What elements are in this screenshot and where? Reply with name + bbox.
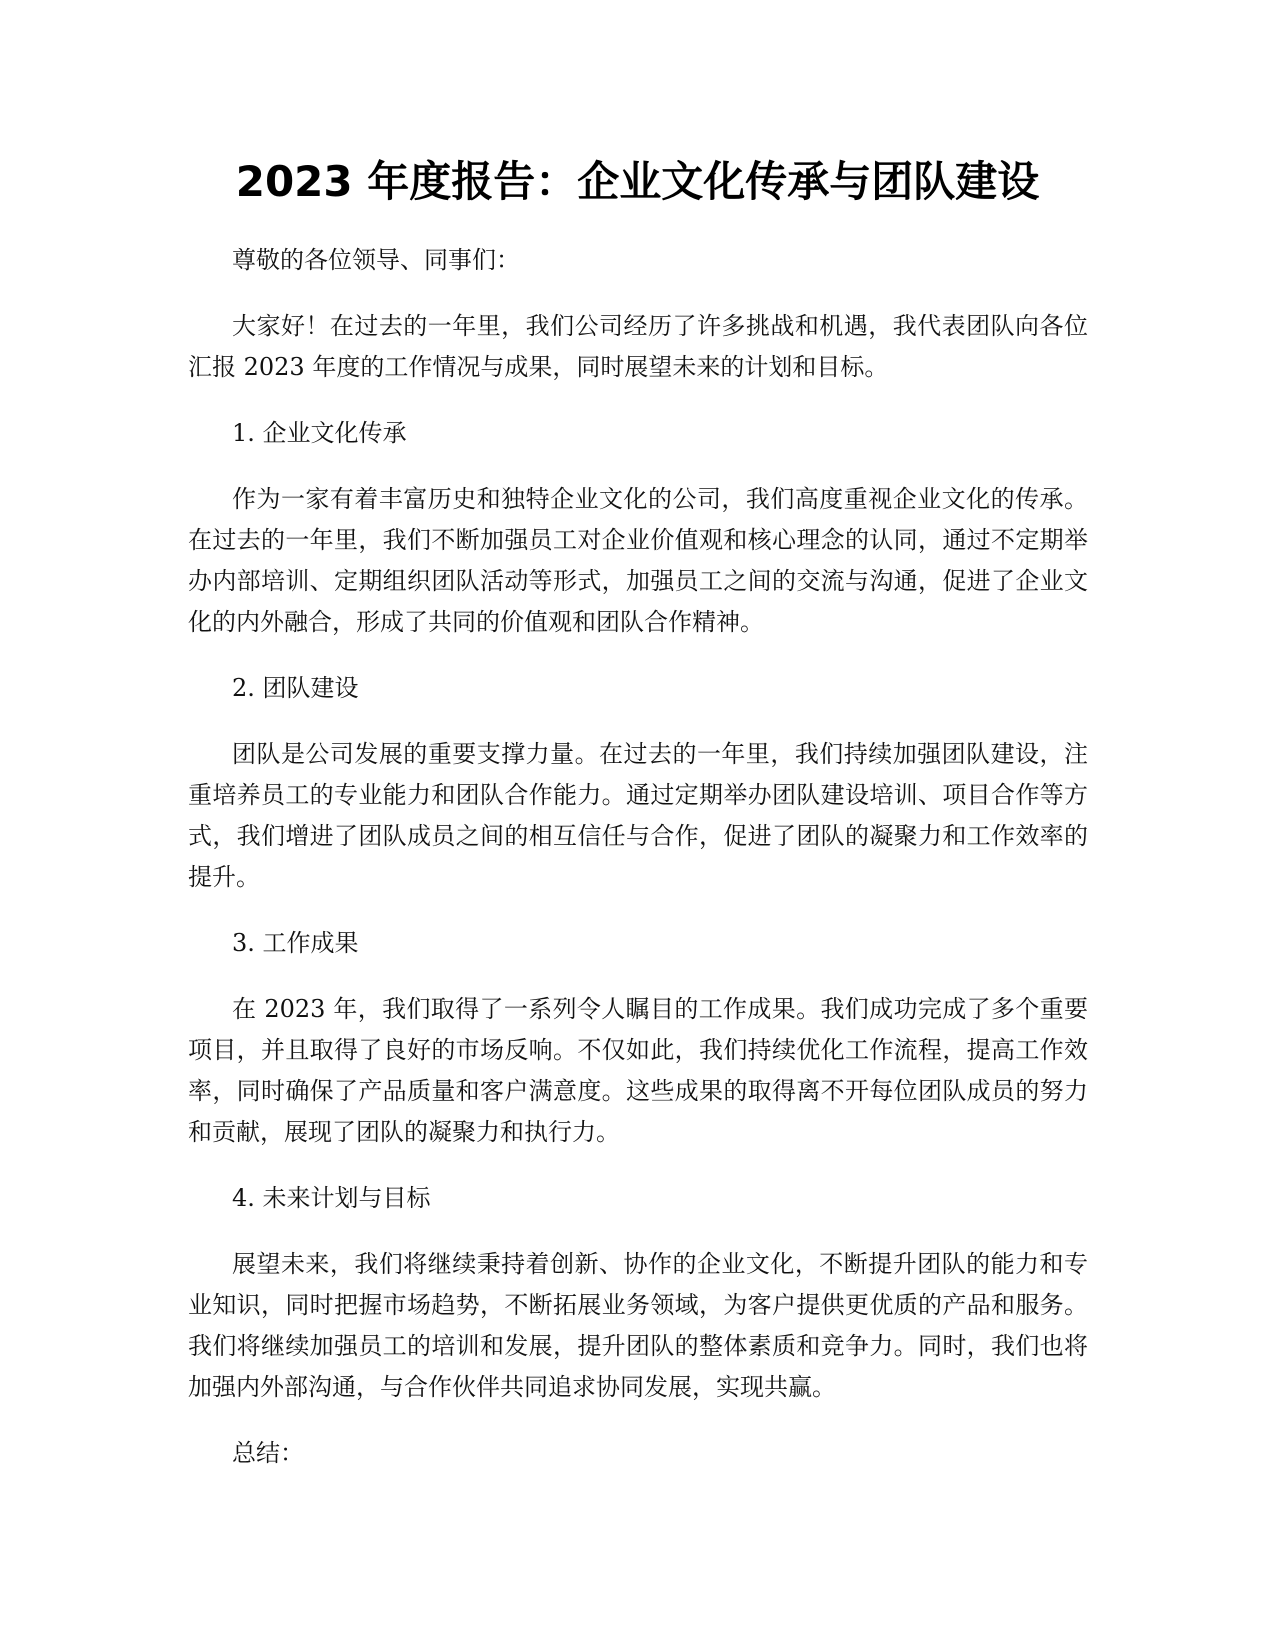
section-body-future: 展望未来，我们将继续秉持着创新、协作的企业文化，不断提升团队的能力和专业知识，同时把握市场趋势，不断拓展业务领域，为客户提供更优质的产品和服务。我们将继续加强员工的培训和发展，提升团队的整体素质和竞争力。同时，我们也将加强内外部沟通，与合作伙伴共同追求协同发展，实现共赢。: [188, 1250, 1088, 1401]
section-heading-results: 3. 工作成果: [232, 929, 359, 957]
summary-label: 总结：: [232, 1439, 304, 1467]
section-heading-future: 4. 未来计划与目标: [232, 1184, 431, 1212]
section-body-culture: 作为一家有着丰富历史和独特企业文化的公司，我们高度重视企业文化的传承。在过去的一年里，我们不断加强员工对企业价值观和核心理念的认同，通过不定期举办内部培训、定期组织团队活动等形式，加强员工之间的交流与沟通，促进了企业文化的内外融合，形成了共同的价值观和团队合作精神。: [188, 485, 1088, 636]
greeting: 尊敬的各位领导、同事们：: [232, 246, 520, 274]
document-title: 2023 年度报告：企业文化传承与团队建设: [235, 157, 1040, 206]
section-body-team: 团队是公司发展的重要支撑力量。在过去的一年里，我们持续加强团队建设，注重培养员工的专业能力和团队合作能力。通过定期举办团队建设培训、项目合作等方式，我们增进了团队成员之间的相互信任与合作，促进了团队的凝聚力和工作效率的提升。: [188, 740, 1088, 891]
section-heading-culture: 1. 企业文化传承: [232, 419, 407, 447]
document-body: [188, 240, 1088, 1499]
section-body-results: 在 2023 年，我们取得了一系列令人瞩目的工作成果。我们成功完成了多个重要项目，并且取得了良好的市场反响。不仅如此，我们持续优化工作流程，提高工作效率，同时确保了产品质量和客户满意度。这些成果的取得离不开每位团队成员的努力和贡献，展现了团队的凝聚力和执行力。: [188, 995, 1088, 1146]
intro-paragraph: 大家好！在过去的一年里，我们公司经历了许多挑战和机遇，我代表团队向各位汇报 2023 年度的工作情况与成果，同时展望未来的计划和目标。: [188, 312, 1088, 381]
section-heading-team: 2. 团队建设: [232, 674, 359, 702]
